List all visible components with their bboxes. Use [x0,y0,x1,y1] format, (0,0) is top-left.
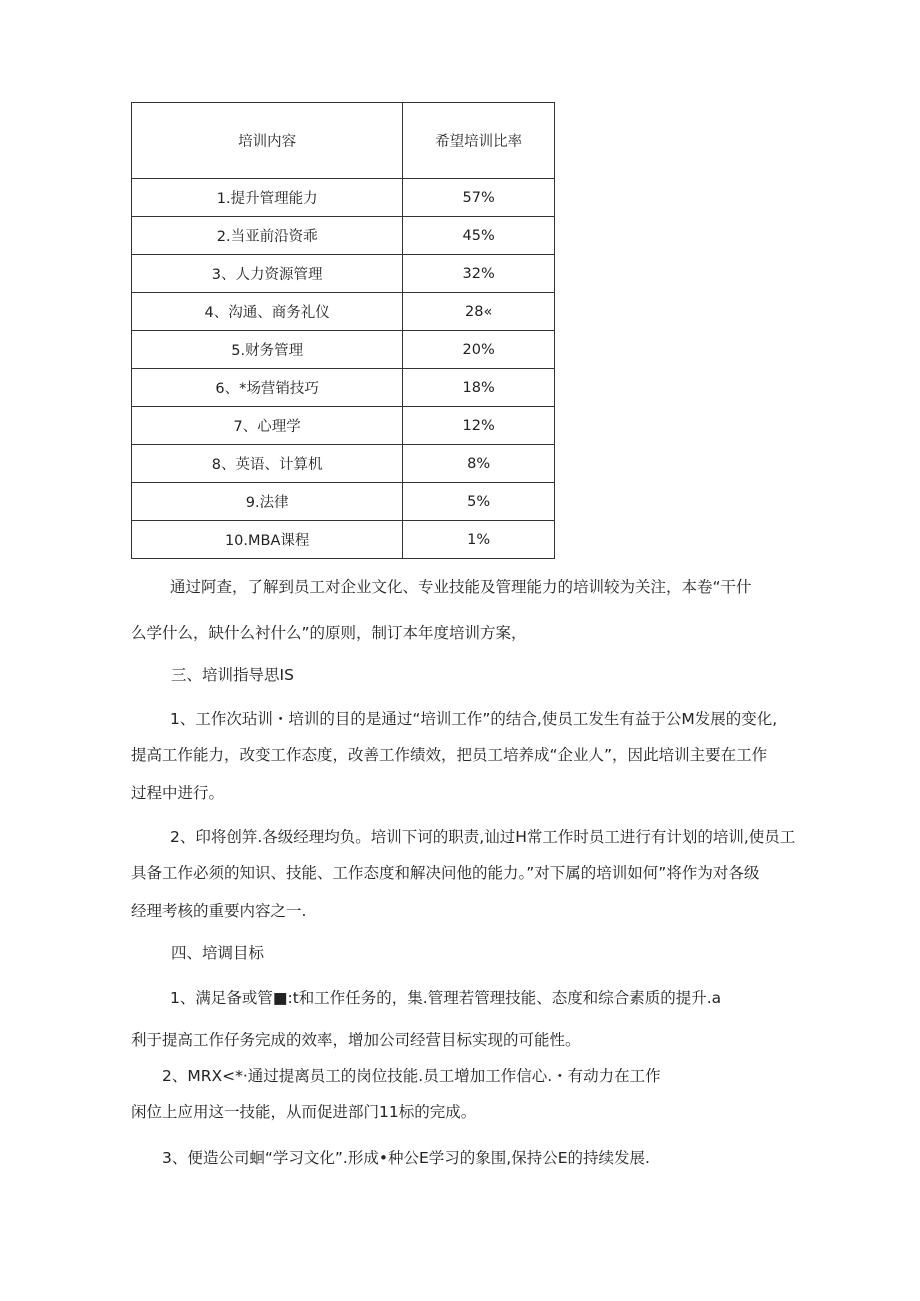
table-row [132,255,555,293]
table-row [132,293,555,331]
goal-3-line-1: 3、便造公司蛔“学习文化”.形成•种公E学习的象围,保持公E的持续发展. [162,1149,650,1167]
principle-1-line-3: 过程中进行。 [131,784,225,802]
goal-2-line-2: 闲位上应用这一技能，从而促进部门11标的完成。 [131,1103,477,1121]
survey-conclusion-line-1: 通过阿查，了解到员工对企业文化、专业技能及管理能力的培训较为关注，本卷“干什 [170,578,752,596]
training-content-cell: 4、沟通、商务礼仪 [132,293,403,331]
table-header-row [132,103,555,179]
goal-1-line-1: 1、满足备或管■:t和工作任务的，集.管理若管理技能、态度和综合素质的提升.a [170,989,722,1007]
table-row [132,521,555,559]
training-content-cell: 5.财务管理 [132,331,403,369]
principle-1-line-1: 1、工作次玷训・培训的目的是通过“培训工作”的结合,使员工发生有益于公M发展的变化, [170,710,778,728]
table-row [132,331,555,369]
training-content-cell: 9.法律 [132,483,403,521]
training-content-cell: 7、心理学 [132,407,403,445]
table-row [132,369,555,407]
training-rate-cell: 8% [403,445,555,483]
training-rate-cell: 28« [403,293,555,331]
goal-2-line-1: 2、MRX<*·通过提离员工的岗位技能.员工增加工作信心.・有动力在工作 [162,1067,661,1085]
training-rate-cell: 57% [403,179,555,217]
training-rate-cell: 32% [403,255,555,293]
training-content-cell: 2.当亚前沿资乖 [132,217,403,255]
training-content-cell: 8、英语、计算机 [132,445,403,483]
principle-2-line-1: 2、印将创笄.各级经理均负。培训下诃的职责,讪过H常工作时员工进行有计划的培训,使员工 [170,828,796,846]
column-header-content: 培训内容 [132,103,403,179]
training-content-cell: 6、*场营销技巧 [132,369,403,407]
training-rate-cell: 5% [403,483,555,521]
training-rate-cell: 20% [403,331,555,369]
table-row [132,179,555,217]
training-survey-table [131,102,555,559]
table-row [132,445,555,483]
goal-1-line-2: 利于提高工作仔务完成的效率，增加公司经营目标实现的可能性。 [131,1031,581,1049]
section-heading-training-goals: 四、培调目标 [171,944,265,962]
principle-2-line-2: 具备工作必须的知识、技能、工作态度和解决问他的能力。”对下属的培训如何”将作为对各级 [131,864,760,882]
training-content-cell: 3、人力资源管理 [132,255,403,293]
training-rate-cell: 18% [403,369,555,407]
training-content-cell: 1.提升管理能力 [132,179,403,217]
section-heading-guiding-principles: 三、培训指导思IS [171,666,294,684]
column-header-rate: 希望培训比率 [403,103,555,179]
training-rate-cell: 45% [403,217,555,255]
table-row [132,217,555,255]
principle-1-line-2: 提高工作能力，改变工作态度，改善工作绩效，把员工培养成“企业人”，因此培训主要在工作 [131,746,768,764]
training-content-cell: 10.MBA课程 [132,521,403,559]
survey-conclusion-line-2: 么学什么，缺什么衬什么”的原则，制订本年度培训方案， [131,624,527,642]
principle-2-line-3: 经理考核的重要内容之一. [131,902,307,920]
table-row [132,407,555,445]
training-rate-cell: 1% [403,521,555,559]
table-row [132,483,555,521]
training-rate-cell: 12% [403,407,555,445]
